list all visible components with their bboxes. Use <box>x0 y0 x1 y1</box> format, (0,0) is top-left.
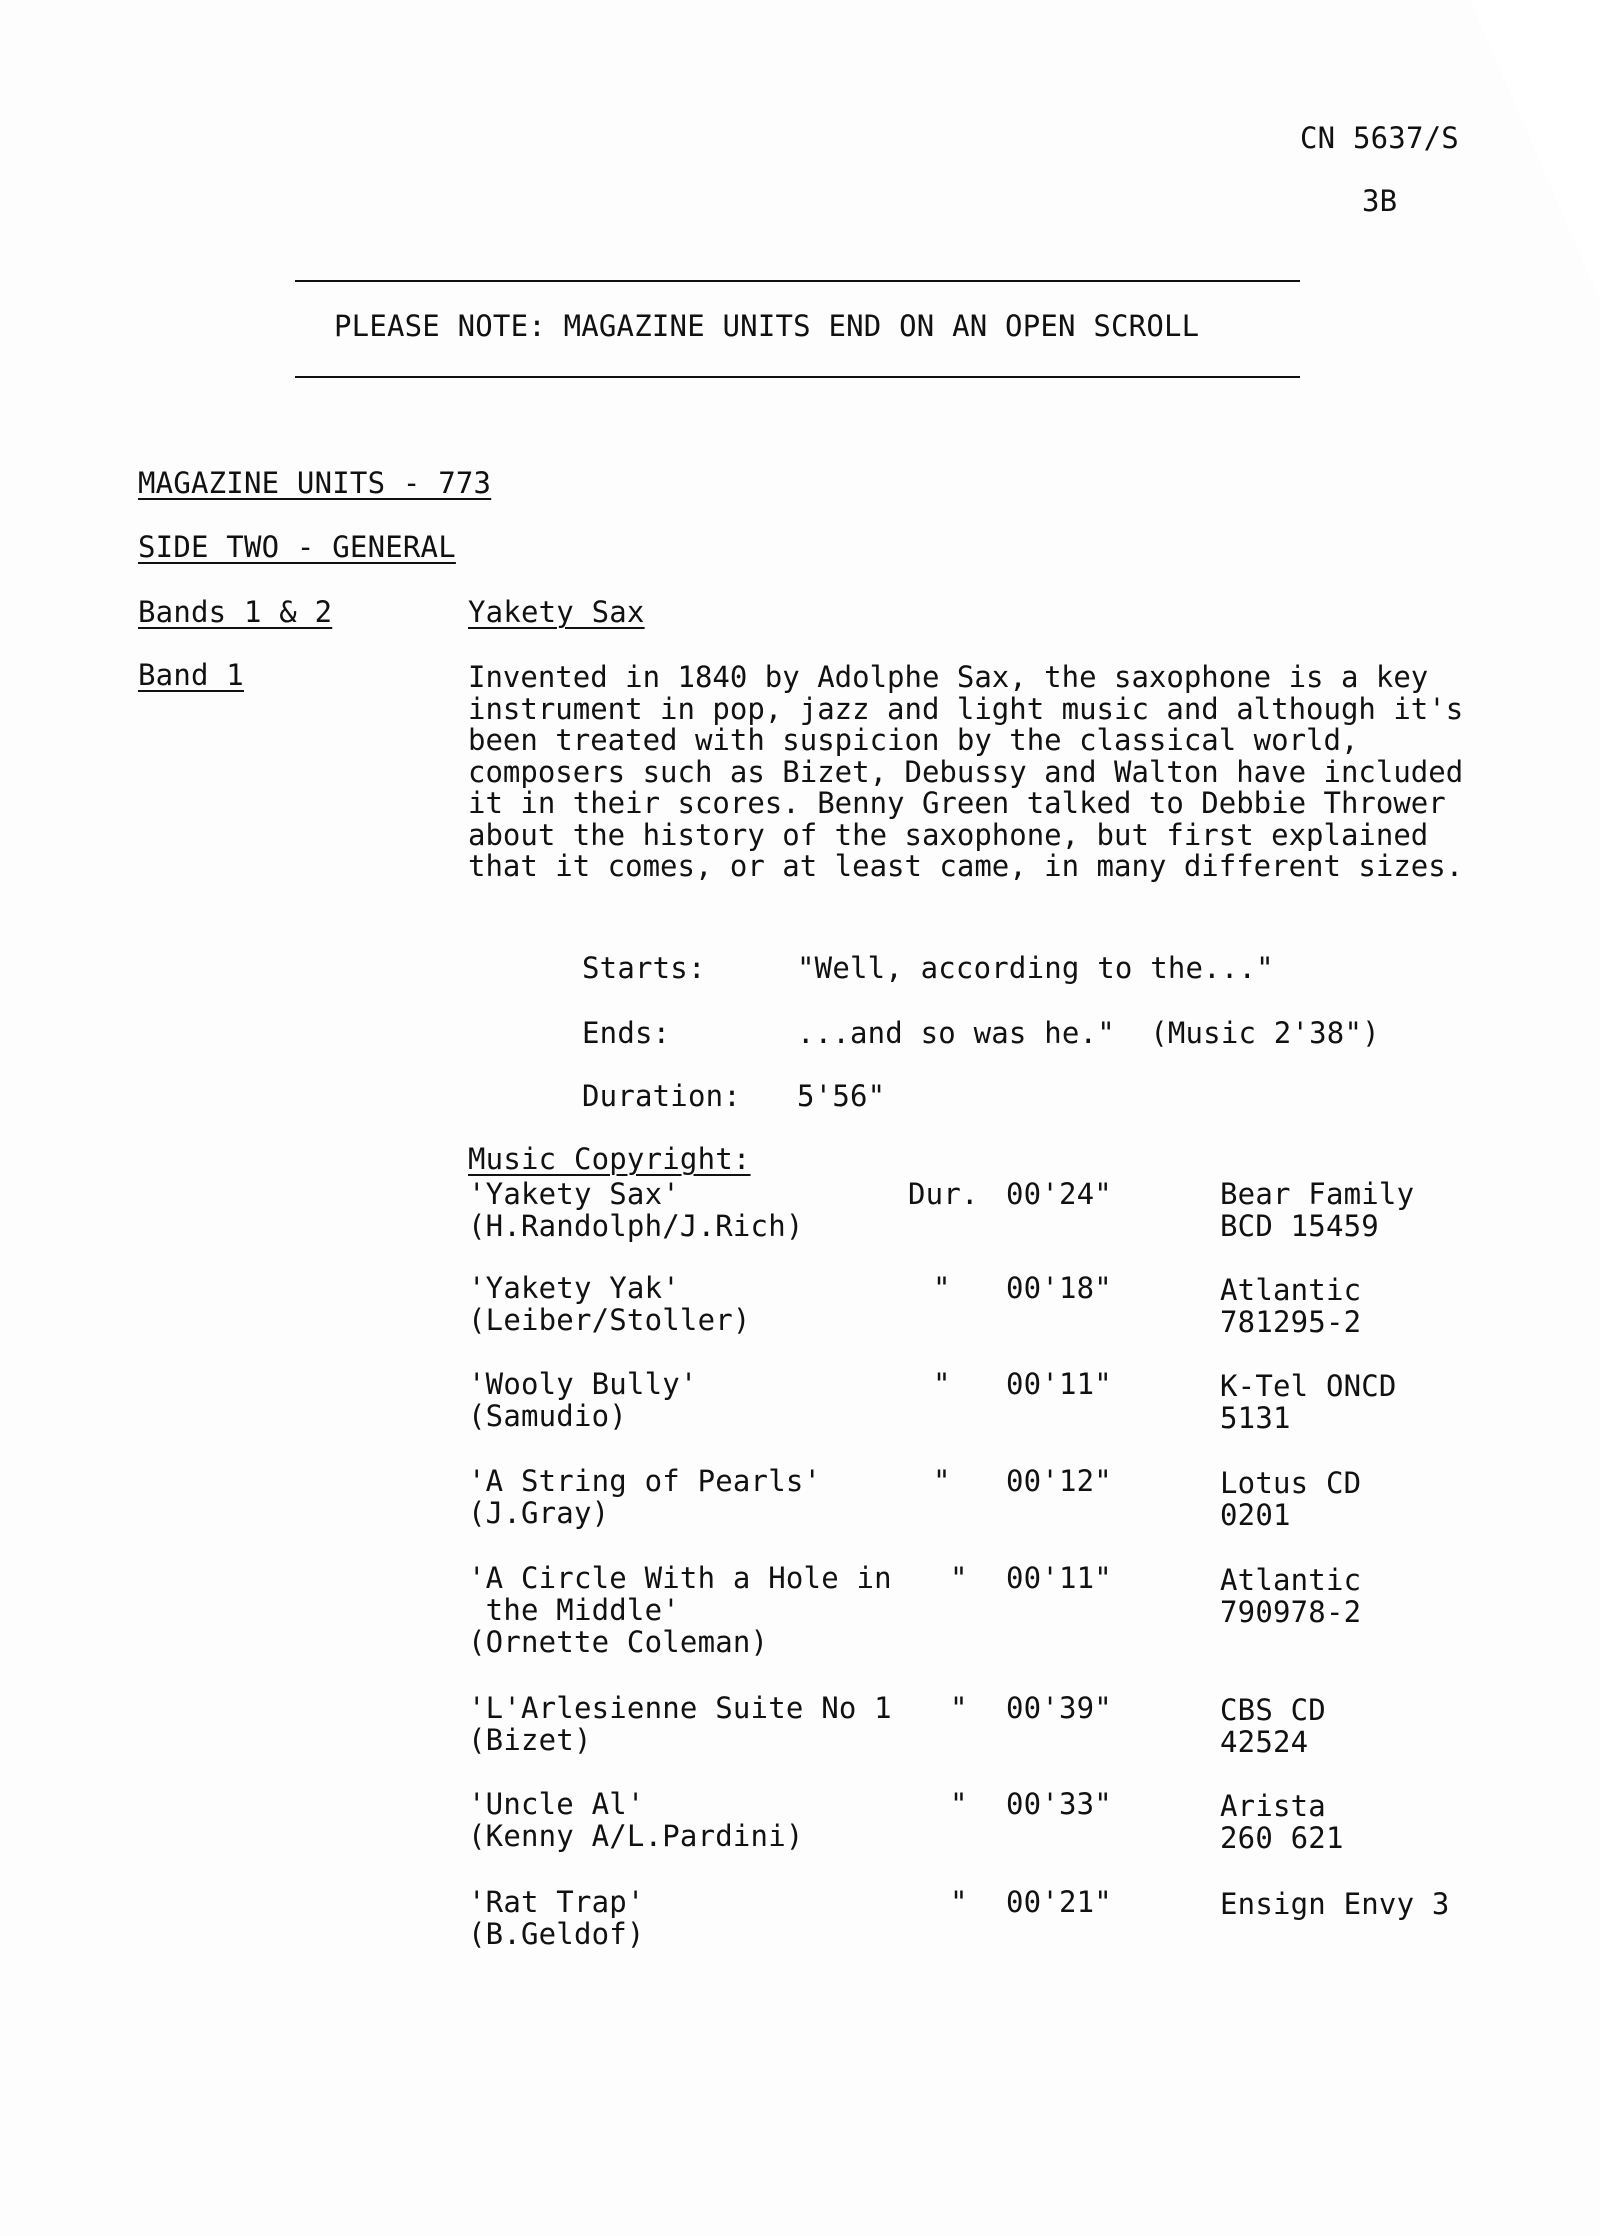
track-duration: 00'39" <box>1006 1691 1112 1725</box>
track-catalog: 781295-2 <box>1220 1305 1362 1339</box>
track-duration: 00'33" <box>1006 1787 1112 1821</box>
ditto-mark: " <box>933 1464 951 1498</box>
document-reference: CN 5637/S <box>1300 121 1459 155</box>
folded-corner <box>1470 0 1600 300</box>
track-label: K-Tel ONCD <box>1220 1369 1397 1403</box>
track-title: 'Uncle Al' <box>468 1787 645 1821</box>
bands-label: Bands 1 & 2 <box>138 595 333 629</box>
dur-label: Dur. <box>908 1177 979 1211</box>
track-title: 'Yakety Yak' <box>468 1271 680 1305</box>
section-title: MAGAZINE UNITS - 773 <box>138 466 492 500</box>
track-title: 'L'Arlesienne Suite No 1 <box>468 1691 892 1725</box>
track-credit: (H.Randolph/J.Rich) <box>468 1209 804 1243</box>
track-label: Atlantic <box>1220 1563 1362 1597</box>
track-title: 'Yakety Sax' <box>468 1177 680 1211</box>
band-label: Band 1 <box>138 658 244 692</box>
track-credit: (Ornette Coleman) <box>468 1625 769 1659</box>
track-label: Lotus CD <box>1220 1466 1362 1500</box>
track-title-continued: the Middle' <box>468 1593 680 1627</box>
notice-bottom-rule <box>295 376 1300 378</box>
ends-value: ...and so was he." (Music 2'38") <box>797 1016 1380 1050</box>
track-label: Arista <box>1220 1789 1326 1823</box>
track-title: 'A Circle With a Hole in <box>468 1561 892 1595</box>
duration-value: 5'56" <box>797 1079 886 1113</box>
track-title: 'Wooly Bully' <box>468 1367 698 1401</box>
ditto-mark: " <box>933 1271 951 1305</box>
track-catalog: 260 621 <box>1220 1821 1344 1855</box>
ditto-mark: " <box>950 1787 968 1821</box>
track-credit: (Bizet) <box>468 1723 592 1757</box>
track-label: Ensign Envy 3 <box>1220 1887 1450 1921</box>
track-credit: (Leiber/Stoller) <box>468 1303 751 1337</box>
track-label: Bear Family <box>1220 1177 1415 1211</box>
ditto-mark: " <box>950 1885 968 1919</box>
ditto-mark: " <box>933 1367 951 1401</box>
track-label: Atlantic <box>1220 1273 1362 1307</box>
track-duration: 00'18" <box>1006 1271 1112 1305</box>
track-credit: (Kenny A/L.Pardini) <box>468 1819 804 1853</box>
track-title: 'Rat Trap' <box>468 1885 645 1919</box>
side-heading: SIDE TWO - GENERAL <box>138 530 456 564</box>
track-credit: (B.Geldof) <box>468 1917 645 1951</box>
track-duration: 00'24" <box>1006 1177 1112 1211</box>
track-catalog: 0201 <box>1220 1498 1291 1532</box>
page-number: 3B <box>1362 184 1398 218</box>
track-duration: 00'11" <box>1006 1367 1112 1401</box>
track-catalog: 42524 <box>1220 1725 1309 1759</box>
track-catalog: BCD 15459 <box>1220 1209 1379 1243</box>
track-duration: 00'11" <box>1006 1561 1112 1595</box>
track-credit: (J.Gray) <box>468 1496 610 1530</box>
copyright-heading: Music Copyright: <box>468 1142 751 1176</box>
duration-label: Duration: <box>582 1079 741 1113</box>
notice-top-rule <box>295 280 1300 282</box>
track-credit: (Samudio) <box>468 1399 627 1433</box>
track-catalog: 790978-2 <box>1220 1595 1362 1629</box>
ditto-mark: " <box>950 1691 968 1725</box>
ditto-mark: " <box>950 1561 968 1595</box>
track-catalog: 5131 <box>1220 1401 1291 1435</box>
track-label: CBS CD <box>1220 1693 1326 1727</box>
track-title: 'A String of Pearls' <box>468 1464 822 1498</box>
starts-label: Starts: <box>582 951 706 985</box>
starts-value: "Well, according to the..." <box>797 951 1274 985</box>
item-title: Yakety Sax <box>468 595 645 629</box>
track-duration: 00'12" <box>1006 1464 1112 1498</box>
ends-label: Ends: <box>582 1016 671 1050</box>
item-description: Invented in 1840 by Adolphe Sax, the saxophone is a key instrument in pop, jazz and light music and although it's been treated with suspicion by the classical world, composers such as Bizet, Debussy and Walton have included it in their scores. Benny Green talked to Debbie Thrower about the history of the saxophone, but first explained that it comes, or at least came, in many different sizes. <box>468 660 1464 883</box>
notice-text: PLEASE NOTE: MAGAZINE UNITS END ON AN OPEN SCROLL <box>334 309 1200 343</box>
track-duration: 00'21" <box>1006 1885 1112 1919</box>
